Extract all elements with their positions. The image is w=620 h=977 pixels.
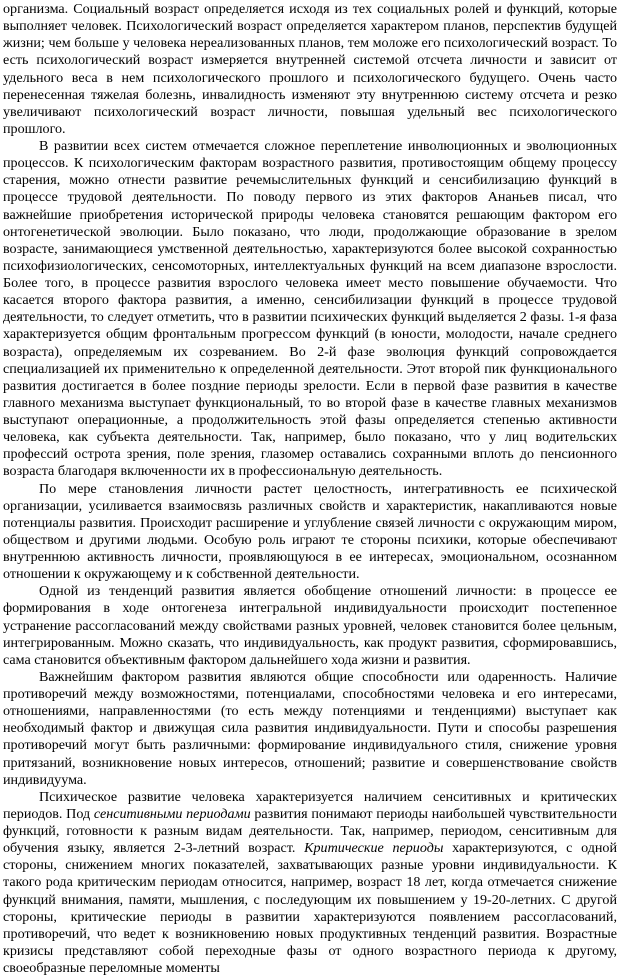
- paragraph-text: организма. Социальный возраст определяется исходя из тех социальных ролей и функций, которые выполняет человек. Психологический возраст определяется характером планов, перспектив будущей жизни; чем больше у человека нереализованных планов, тем моложе его психологический возраст. То есть психологический возраст измеряется внутренней системой отсчета личности и зависит от удельного веса в нем психологического прошлого и психологического будущего. Очень часто перенесенная тяжелая болезнь, инвалидность изменяют эту внутреннюю систему отсчета и резко увеличивают психологический возраст личности, повышая удельный вес психологического прошлого.: [3, 1, 617, 137]
- italic-term-critical-periods: Критические периоды: [304, 840, 444, 857]
- paragraph-text: В развитии всех систем отмечается сложное переплетение инволюционных и эволюционных процессов. К психологическим факторам возрастного развития, противостоящим общему процессу старения, можно отнести развитие речемыслительных функций и сенсибилизацию функций в процессе трудовой деятельности. По поводу первого из этих факторов Ананьев писал, что важнейшие приобретения исторической природы человека становятся решающим фактором его онтогенетической эволюции. Было показано, что люди, продолжающие образование в зрелом возрасте, занимающиеся умственной деятельностью, характеризуются более высокой сохранностью психофизиологических, сенсомоторных, интеллектуальных функций на всем диапазоне взрослости. Более того, в процессе развития взрослого человека имеет место повышение обучаемости. Что касается второго фактора развития, а именно, сенсибилизации функций в процессе трудовой деятельности, то следует отметить, что в развитии психических функций выделяется 2 фазы. 1-я фаза характеризуется общим фронтальным прогрессом функций (в юности, молодости, начале среднего возраста), определяемым их созреванием. Во 2-й фазе эволюция функций сопровождается специализацией их применительно к определенной деятельности. Этот второй пик функционального развития достигается в более поздние периоды зрелости. Если в первой фазе развития в качестве главного механизма выступает функциональный, то во второй фазе в качестве главных механизмов выступают операционные, а продолжительность этой фазы определяется степенью активности человека, как субъекта деятельности. Так, например, было показано, что у лиц водительских профессий острота зрения, поле зрения, глазомер оставались сохранными вплоть до пенсионного возраста благодаря включенности их в профессиональную деятельность.: [3, 138, 617, 480]
- paragraph-general-abilities: [3, 669, 617, 789]
- paragraph-text: Психическое развитие человека характеризуется наличием сенситивных и критических периодов. Под: [3, 788, 617, 822]
- paragraph-text: Важнейшим фактором развития являются общие способности или одаренность. Наличие противоречий между возможностями, потенциалами, способностями человека и его интересами, отношениями, направленностями (то есть между потенциями и тенденциями) выступает как необходимый фактор и движущая сила развития индивидуальности. Пути и способы разрешения противоречий могут быть различными: формирование индивидуального стиля, снижение уровня притязаний, возникновение новых интересов, отношений; развитие и совершенствование свойств индивидуума.: [3, 668, 617, 788]
- paragraph-generalization-of-relations: [3, 583, 617, 669]
- paragraph-text: развития понимают периоды наибольшей чувствительности функций, готовности к разным видам деятельности. Так, например, периодом, сенситивным для обучения языку, является 2-3-летний возраст.: [3, 805, 617, 857]
- paragraph-text: характеризуются, с одной стороны, снижением многих показателей, захватывающих разные уровни индивидуальности. К такого рода критическим периодам относится, например, возраст 18 лет, когда отмечается снижение функций внимания, памяти, мышления, с последующим их повышением у 19-20-летних. С другой стороны, критические периоды в развитии характеризуются появлением рассогласований, противоречий, что ведет к возникновению новых продуктивных тенденций развития. Возрастные кризисы представляют собой переходные фазы от одного возрастного периода к другому, своеобразные переломные моменты: [3, 840, 618, 976]
- paragraph-personality-integrity: [3, 481, 617, 584]
- paragraph-sensitive-critical-periods: [3, 789, 617, 977]
- paragraph-text: По мере становления личности растет целостность, интегративность ее психической организации, усиливается взаимосвязь различных свойств и характеристик, накапливаются новые потенциалы развития. Происходит расширение и углубление связей личности с окружающим миром, обществом и другими людьми. Особую роль играют те стороны психики, которые обеспечивают внутреннюю активность личности, проявляющуюся в ее интересах, эмоциональном, осознанном отношении к окружающему и к собственной деятельности.: [3, 480, 617, 583]
- paragraph-text: Одной из тенденций развития является обобщение отношений личности: в процессе ее формирования в ходе онтогенеза интегральной индивидуальности происходит постепенное устранение рассогласований между свойствами разных уровней, человек становится более цельным, интегрированным. Можно сказать, что индивидуальность, как продукт развития, сформировавшись, сама становится объективным фактором дальнейшего хода жизни и развития.: [3, 583, 617, 668]
- italic-term-sensitive-periods: сенситивными периодами: [93, 805, 251, 822]
- paragraph-social-psychological-age: [3, 1, 617, 138]
- paragraph-involution-evolution: [3, 138, 617, 481]
